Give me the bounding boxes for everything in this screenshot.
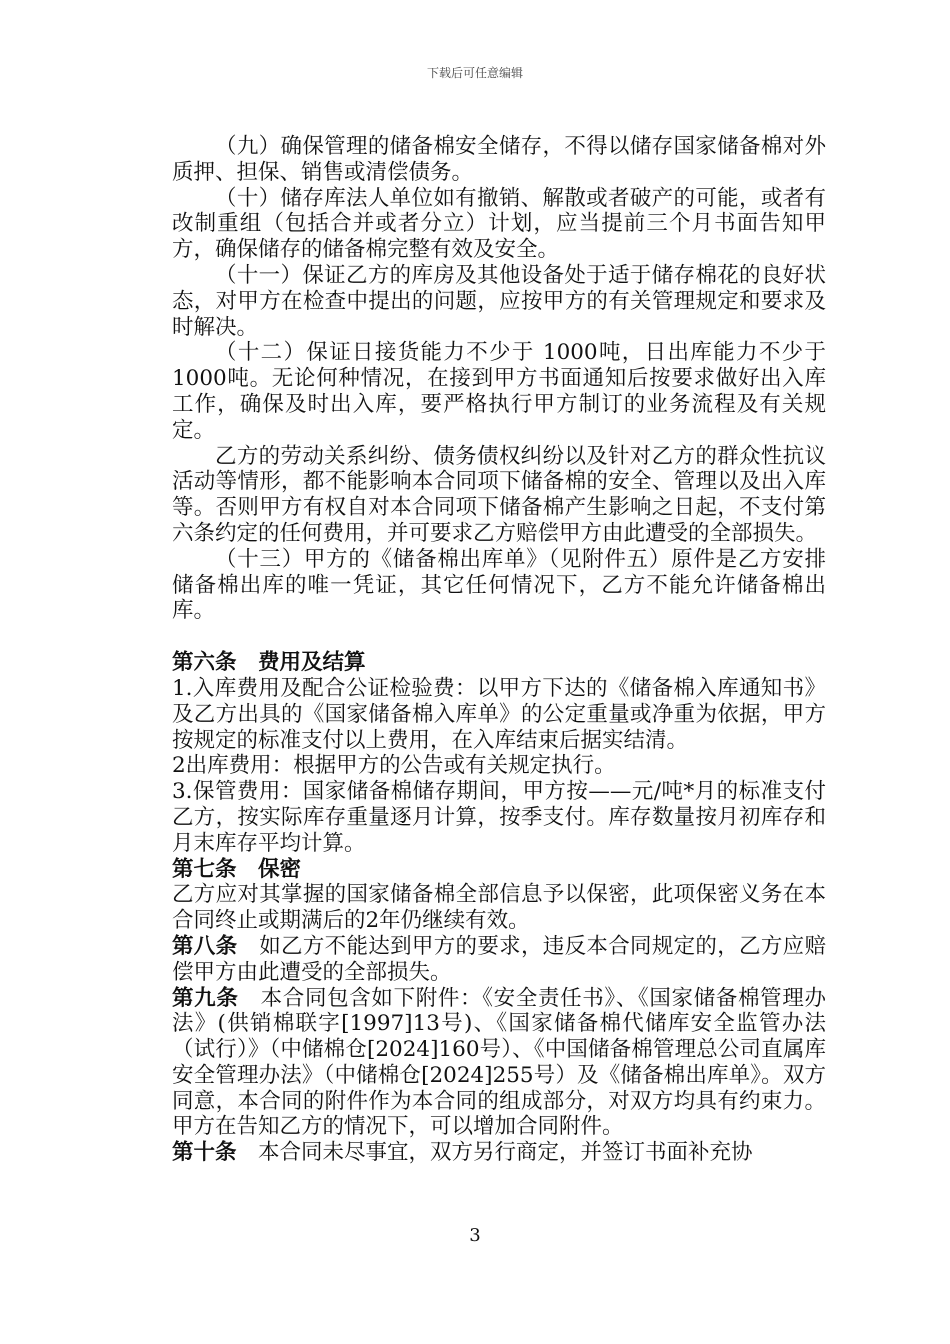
document-body <box>172 134 826 1166</box>
article-9-text: 本合同包含如下附件：《安全责任书》、《国家储备棉管理办法》(供销棉联字[1997]13号)、《国家储备棉代储库安全监管办法（试行）》（中储棉仓[2024]160号）、《中国储备棉管理总公司直属库安全管理办法》（中储棉仓[2024]255号）及《储备棉出库单》。双方同意，本合同的附件作为本合同的组成部分，对双方均具有约束力。甲方在告知乙方的情况下，可以增加合同附件。 <box>172 985 826 1140</box>
article-6-item-2: 2出库费用：根据甲方的公告或有关规定执行。 <box>172 753 616 779</box>
article-7-text: 乙方应对其掌握的国家储备棉全部信息予以保密，此项保密义务在本合同终止或期满后的2年仍继续有效。 <box>172 882 826 934</box>
article-10-text: 本合同未尽事宜，双方另行商定，并签订书面补充协 <box>236 1140 753 1166</box>
clause-13: （十三）甲方的《储备棉出库单》（见附件五）原件是乙方安排储备棉出库的唯一凭证，其它任何情况下，乙方不能允许储备棉出库。 <box>172 546 826 624</box>
page-header: 下载后可任意编辑 <box>426 66 523 80</box>
article-10-title: 第十条 <box>172 1140 237 1166</box>
article-6-title: 第六条 费用及结算 <box>172 650 366 676</box>
article-9 <box>172 986 826 1141</box>
clause-12: （十二）保证日接货能力不少于 1000吨，日出库能力不少于1000吨。无论何种情况，在接到甲方书面通知后按要求做好出入库工作，确保及时出入库，要严格执行甲方制订的业务流程及有关规定。 <box>172 340 826 443</box>
article-6-item-1: 1.入库费用及配合公证检验费：以甲方下达的《储备棉入库通知书》及乙方出具的《国家储备棉入库单》的公定重量或净重为依据，甲方按规定的标准支付以上费用，在入库结束后据实结清。 <box>172 675 826 753</box>
section-gap <box>172 624 826 650</box>
article-7-heading <box>172 857 826 883</box>
article-10 <box>172 1140 826 1166</box>
clause-10: （十）储存库法人单位如有撤销、解散或者破产的可能，或者有改制重组（包括合并或者分立）计划，应当提前三个月书面告知甲方，确保储存的储备棉完整有效及安全。 <box>172 185 826 263</box>
article-8 <box>172 934 826 986</box>
article-6-heading <box>172 650 826 676</box>
article-7-title: 第七条 保密 <box>172 856 302 882</box>
article-9-title: 第九条 <box>172 985 239 1011</box>
article-8-text: 如乙方不能达到甲方的要求，违反本合同规定的，乙方应赔偿甲方由此遭受的全部损失。 <box>172 933 826 985</box>
article-8-title: 第八条 <box>172 933 238 959</box>
clause-9: （九）确保管理的储备棉安全储存，不得以储存国家储备棉对外质押、担保、销售或清偿债务。 <box>172 134 826 185</box>
page-number: 3 <box>469 1225 481 1246</box>
labor-dispute-paragraph: 乙方的劳动关系纠纷、债务债权纠纷以及针对乙方的群众性抗议活动等情形，都不能影响本合同项下储备棉的安全、管理以及出入库等。否则甲方有权自对本合同项下储备棉产生影响之日起，不支付第六条约定的任何费用，并可要求乙方赔偿甲方由此遭受的全部损失。 <box>172 443 826 546</box>
article-6-item-3: 3.保管费用：国家储备棉储存期间，甲方按——元/吨*月的标准支付乙方，按实际库存重量逐月计算，按季支付。库存数量按月初库存和月末库存平均计算。 <box>172 779 826 856</box>
clause-11: （十一）保证乙方的库房及其他设备处于适于储存棉花的良好状态，对甲方在检查中提出的问题，应按甲方的有关管理规定和要求及时解决。 <box>172 262 826 340</box>
